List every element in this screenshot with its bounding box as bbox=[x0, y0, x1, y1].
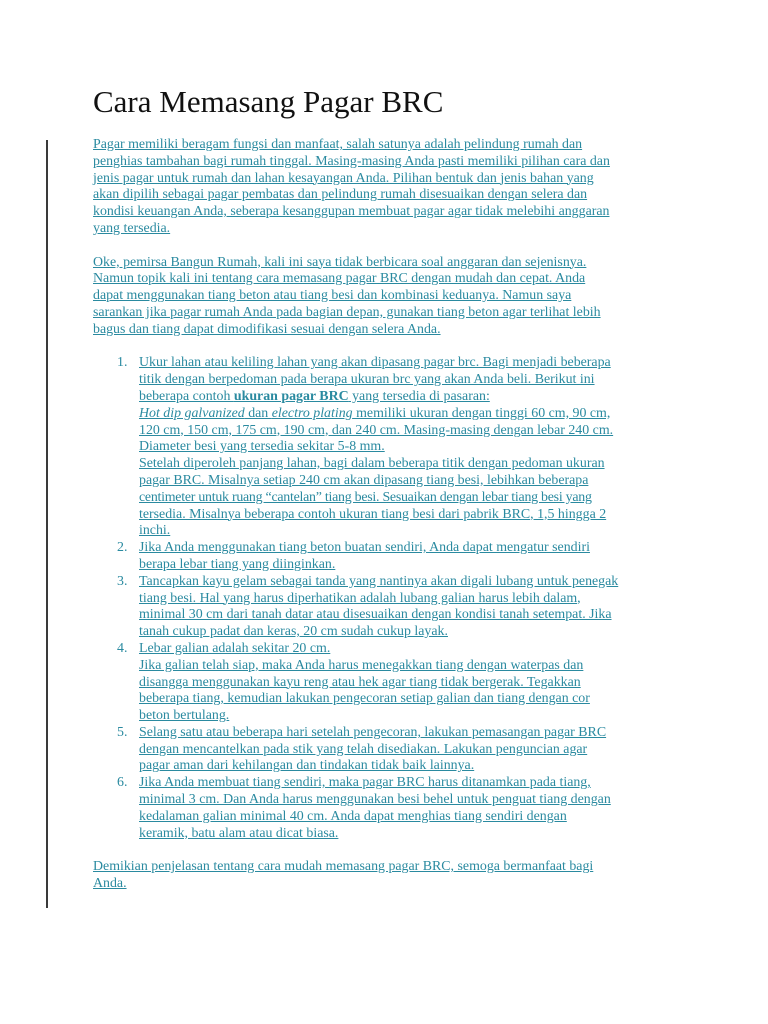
step-line: minimal 30 cm dari tanah datar atau disesuaikan dengan kondisi tanah setempat. Jika bbox=[139, 607, 612, 623]
closing-line: Demikian penjelasan tentang cara mudah memasang pagar BRC, semoga bermanfaat bagi bbox=[93, 859, 594, 875]
second-line: dapat menggunakan tiang beton atau tiang besi dan kombinasi keduanya. Namun saya bbox=[93, 288, 572, 304]
ukuran-pagar-brc-link[interactable]: ukuran pagar BRC bbox=[233, 388, 349, 404]
step-item-1[interactable] bbox=[93, 355, 693, 540]
step-line bbox=[139, 406, 693, 423]
step-line: Selang satu atau beberapa hari setelah pengecoran, lakukan pemasangan pagar BRC bbox=[139, 724, 607, 740]
second-line: sarankan jika pagar rumah Anda pada bagian depan, gunakan tiang beton agar terlihat lebih bbox=[93, 304, 601, 320]
step-line: berapa lebar tiang yang diinginkan. bbox=[139, 556, 336, 572]
step-line: centimeter untuk ruang “cantelan” tiang besi. Sesuaikan dengan lebar tiang besi yang bbox=[139, 489, 592, 505]
step-line: Tancapkan kayu gelam sebagai tanda yang nantinya akan digali lubang untuk penegak bbox=[139, 573, 619, 589]
step-line: keramik, batu alam atau dicat biasa. bbox=[139, 825, 339, 841]
intro-paragraph[interactable] bbox=[93, 137, 693, 238]
step-number: 6. bbox=[117, 775, 128, 791]
second-line: bagus dan tiang dapat dimodifikasi sesuai dengan selera Anda. bbox=[93, 321, 441, 337]
step-text: yang tersedia di pasaran: bbox=[348, 388, 490, 404]
step-line: Ukur lahan atau keliling lahan yang akan dipasang pagar brc. Bagi menjadi beberapa bbox=[139, 355, 611, 371]
step-line: minimal 3 cm. Dan Anda harus menggunakan besi behel untuk penguat tiang dengan bbox=[139, 792, 611, 808]
step-line: Jika Anda membuat tiang sendiri, maka pagar BRC harus ditanamkan pada tiang, bbox=[139, 775, 591, 791]
step-number: 4. bbox=[117, 640, 128, 656]
step-line: tersedia. Misalnya beberapa contoh ukuran tiang besi dari pabrik BRC, 1,5 hingga 2 bbox=[139, 506, 607, 522]
intro-line: akan dipilih sebagai pagar pembatas dan pelindung rumah disesuaikan dengan selera dan bbox=[93, 187, 588, 203]
step-item-6[interactable] bbox=[93, 775, 693, 842]
second-paragraph[interactable] bbox=[93, 255, 693, 339]
margin-change-bar bbox=[46, 140, 48, 908]
step-text: beberapa contoh bbox=[139, 388, 234, 404]
electro-plating-text: electro plating bbox=[271, 405, 353, 421]
step-line: beton bertulang. bbox=[139, 708, 230, 724]
step-number: 5. bbox=[117, 724, 128, 740]
step-line: kedalaman galian minimal 40 cm. Anda dapat menghias tiang sendiri dengan bbox=[139, 808, 567, 824]
document-body bbox=[93, 137, 693, 910]
intro-line: Pagar memiliki beragam fungsi dan manfaat, salah satunya adalah pelindung rumah dan bbox=[93, 137, 583, 152]
step-line: Lebar galian adalah sekitar 20 cm. bbox=[139, 640, 331, 656]
step-line bbox=[139, 389, 693, 406]
closing-paragraph[interactable] bbox=[93, 859, 693, 893]
step-line: pagar BRC. Misalnya setiap 240 cm akan dipasang tiang besi, lebihkan beberapa bbox=[139, 472, 589, 488]
step-item-3[interactable] bbox=[93, 574, 693, 641]
step-line: beberapa tiang, kemudian lakukan pengecoran setiap galian dan tiang dengan cor bbox=[139, 691, 590, 707]
intro-line: jenis pagar untuk rumah dan lahan kesayangan Anda. Pilihan bentuk dan jenis bahan yang bbox=[93, 170, 594, 186]
steps-list bbox=[93, 355, 693, 842]
intro-line: yang tersedia. bbox=[93, 220, 171, 236]
document-title: Cara Memasang Pagar BRC bbox=[93, 84, 444, 119]
step-line: Jika Anda menggunakan tiang beton buatan sendiri, Anda dapat mengatur sendiri bbox=[139, 540, 590, 556]
second-line: Namun topik kali ini tentang cara memasang pagar BRC dengan mudah dan cepat. Anda bbox=[93, 271, 586, 287]
intro-line: penghias tambahan bagi rumah tinggal. Masing-masing Anda pasti memiliki pilihan cara dan bbox=[93, 153, 610, 169]
second-line: Oke, pemirsa Bangun Rumah, kali ini saya tidak berbicara soal anggaran dan sejenisnya. bbox=[93, 254, 587, 270]
step-line: pagar aman dari kehilangan dan tindakan tidak baik lainnya. bbox=[139, 758, 475, 774]
step-line: Setelah diperoleh panjang lahan, bagi dalam beberapa titik dengan pedoman ukuran bbox=[139, 456, 605, 472]
step-line: tiang besi. Hal yang harus diperhatikan adalah lubang galian harus lebih dalam, bbox=[139, 590, 581, 606]
step-line: Diameter besi yang tersedia sekitar 5-8 mm. bbox=[139, 439, 385, 455]
step-item-4[interactable] bbox=[93, 641, 693, 725]
intro-line: kondisi keuangan Anda, seberapa kesanggupan membuat pagar agar tidak melebihi anggaran bbox=[93, 204, 610, 220]
step-text: dan bbox=[244, 405, 272, 421]
step-number: 1. bbox=[117, 355, 128, 371]
step-number: 2. bbox=[117, 540, 128, 556]
step-line: disangga menggunakan kayu reng atau hek agar tiang tidak bergerak. Tegakkan bbox=[139, 674, 581, 690]
step-item-5[interactable] bbox=[93, 725, 693, 775]
step-number: 3. bbox=[117, 573, 128, 589]
step-line: tanah cukup padat dan keras, 20 cm sudah cukup layak. bbox=[139, 624, 448, 640]
step-line: dengan mencantelkan pada stik yang telah disediakan. Lakukan penguncian agar bbox=[139, 741, 588, 757]
step-line: inchi. bbox=[139, 523, 171, 539]
hot-dip-galvanized-text: Hot dip galvanized bbox=[139, 405, 245, 421]
step-line: titik dengan berpedoman pada berapa ukuran brc yang akan Anda beli. Berikut ini bbox=[139, 372, 595, 388]
step-text: memiliki ukuran dengan tinggi 60 cm, 90 cm, bbox=[352, 405, 611, 421]
step-line: 120 cm, 150 cm, 175 cm, 190 cm, dan 240 cm. Masing-masing dengan lebar 240 cm. bbox=[139, 422, 614, 438]
closing-line: Anda. bbox=[93, 876, 127, 892]
step-item-2[interactable] bbox=[93, 540, 693, 574]
step-line: Jika galian telah siap, maka Anda harus menegakkan tiang dengan waterpas dan bbox=[139, 657, 584, 673]
